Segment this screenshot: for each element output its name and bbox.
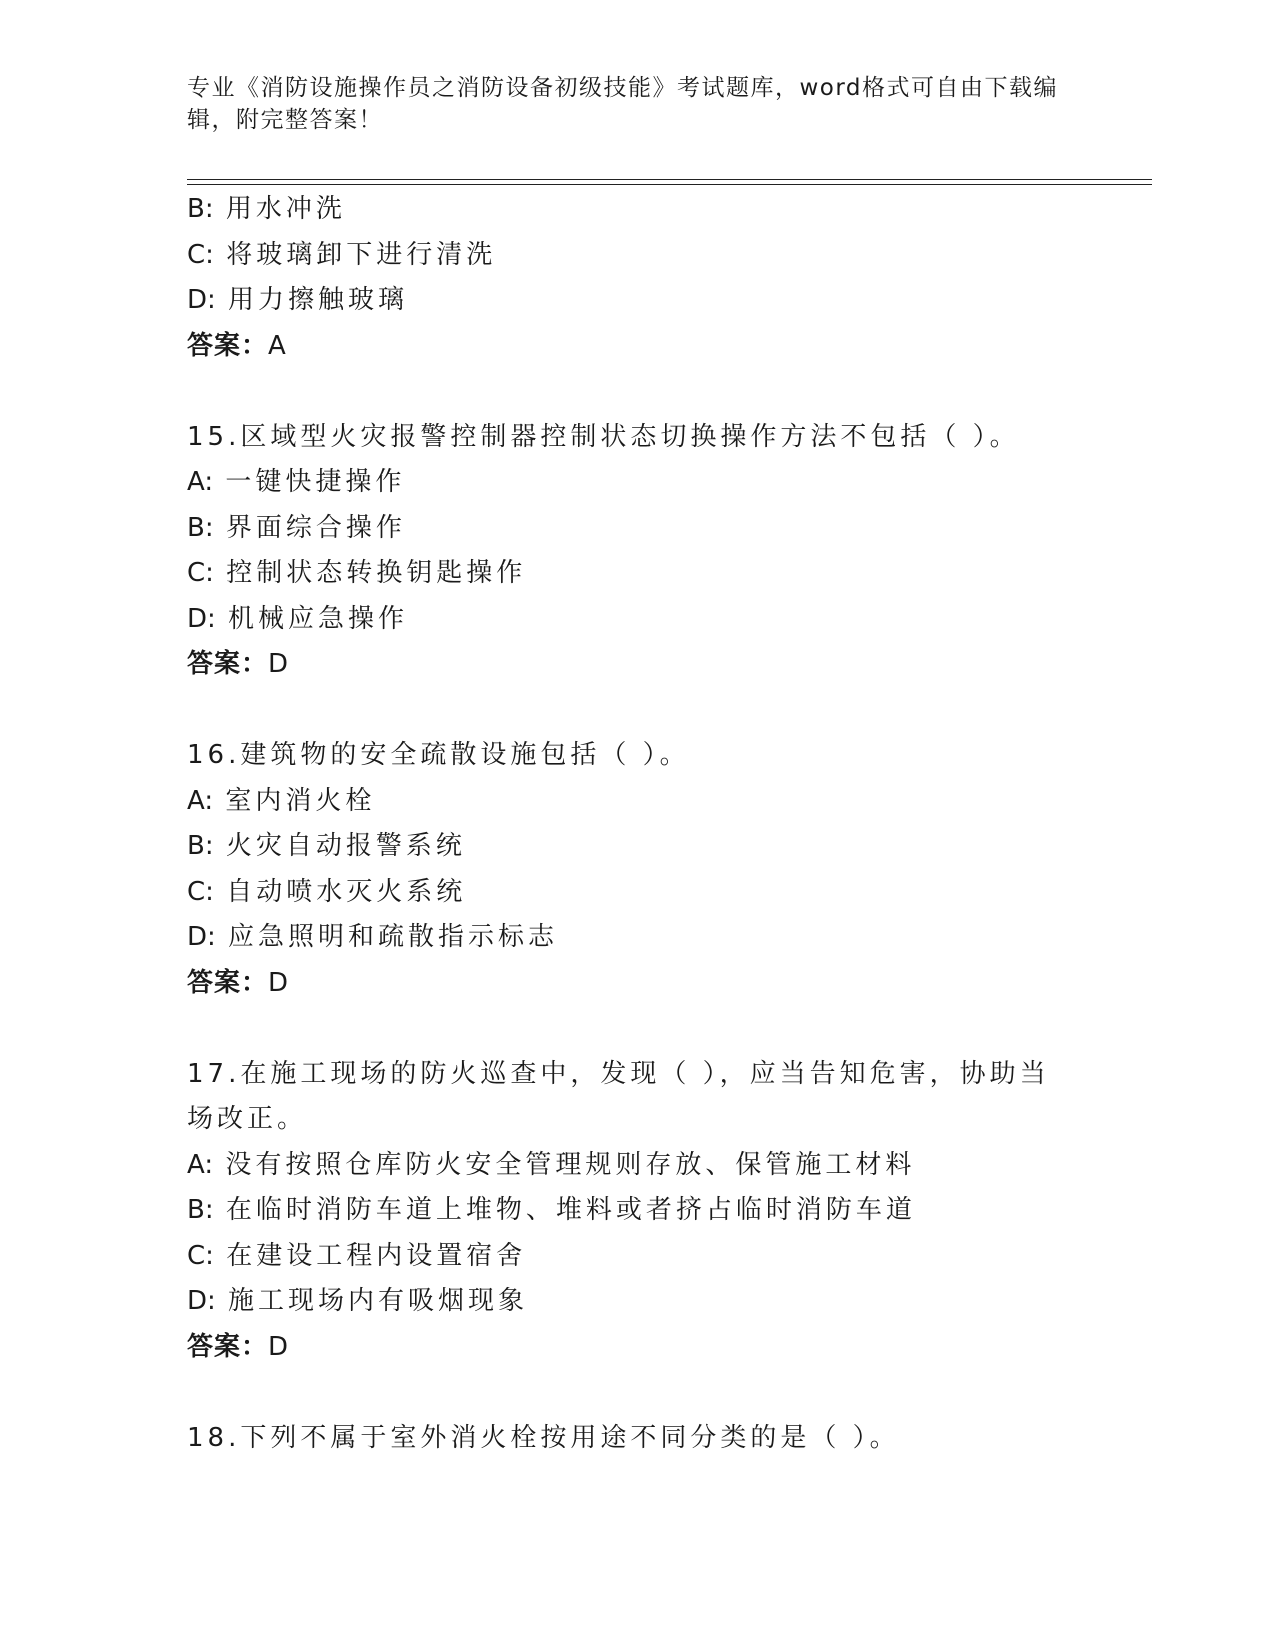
option-text: 自动喷水灭火系统 [226, 876, 467, 907]
answer-label: 答案： [187, 967, 269, 998]
option-text: 在临时消防车道上堆物、堆料或者挤占临时消防车道 [225, 1195, 916, 1225]
question-stem [187, 1416, 1087, 1462]
option-letter: B: [187, 512, 214, 543]
question-number: 18. [187, 1422, 241, 1453]
option-letter: D: [187, 285, 216, 315]
spacer [187, 1370, 1087, 1416]
answer-label: 答案： [187, 330, 269, 361]
question-number: 16. [187, 740, 241, 770]
question-stem [187, 733, 1087, 779]
question-17 [187, 1052, 1087, 1371]
question-16 [187, 733, 1087, 1006]
answer-label: 答案： [187, 1331, 269, 1362]
option-letter: B: [187, 831, 214, 861]
option-text: 应急照明和疏散指示标志 [228, 922, 559, 952]
question-stem [187, 415, 1087, 461]
question-stem [187, 1052, 1067, 1143]
answer-line [187, 961, 1087, 1007]
question-number: 15. [187, 421, 241, 452]
option-line [187, 1143, 1087, 1189]
header-divider [187, 179, 1152, 180]
option-line [187, 779, 1087, 825]
question-text: 在施工现场的防火巡查中，发现（ ），应当告知危害，协助当场改正。 [187, 1058, 1050, 1134]
header-text: 专业《消防设施操作员之消防设备初级技能》考试题库，word格式可自由下载编辑，附完整答案！ [187, 75, 1059, 133]
option-letter: A: [187, 467, 214, 497]
option-text: 用水冲洗 [225, 194, 346, 224]
option-text: 界面综合操作 [225, 512, 406, 543]
question-18 [187, 1416, 1087, 1462]
answer-line [187, 1325, 1087, 1371]
option-text: 一键快捷操作 [225, 467, 406, 497]
option-letter: C: [187, 558, 214, 588]
option-text: 机械应急操作 [228, 603, 409, 634]
option-letter: D: [187, 922, 216, 952]
spacer [187, 688, 1087, 734]
option-text: 室内消火栓 [225, 785, 376, 816]
option-line [187, 597, 1087, 643]
option-line [187, 278, 1087, 324]
answer-value: D [268, 1331, 290, 1362]
answer-label: 答案： [187, 649, 269, 679]
option-text: 没有按照仓库防火安全管理规则存放、保管施工材料 [225, 1149, 916, 1180]
option-line [187, 506, 1087, 552]
question-number: 17. [187, 1058, 241, 1089]
option-text: 在建设工程内设置宿舍 [226, 1240, 527, 1271]
answer-value: A [268, 330, 287, 361]
option-letter: C: [187, 876, 214, 907]
question-15 [187, 415, 1087, 688]
option-line [187, 1279, 1087, 1325]
option-letter: A: [187, 1149, 214, 1180]
option-line [187, 870, 1087, 916]
option-line [187, 824, 1087, 870]
option-letter: D: [187, 1286, 216, 1316]
question-text: 下列不属于室外消火栓按用途不同分类的是（ ）。 [240, 1422, 900, 1453]
answer-value: D [268, 967, 290, 998]
answer-line [187, 324, 1087, 370]
option-text: 用力擦触玻璃 [228, 285, 409, 315]
option-letter: A: [187, 785, 214, 816]
option-letter: C: [187, 1240, 214, 1271]
option-letter: C: [187, 239, 214, 270]
question-list [187, 187, 1087, 1461]
option-text: 将玻璃卸下进行清洗 [226, 239, 497, 270]
option-line [187, 1234, 1087, 1280]
option-text: 施工现场内有吸烟现象 [228, 1286, 529, 1316]
question-text: 建筑物的安全疏散设施包括（ ）。 [240, 740, 690, 770]
header-divider [187, 184, 1152, 185]
question-text: 区域型火灾报警控制器控制状态切换操作方法不包括（ ）。 [240, 421, 1020, 452]
option-line [187, 187, 1087, 233]
answer-line [187, 642, 1087, 688]
option-line [187, 915, 1087, 961]
option-line [187, 233, 1087, 279]
option-line [187, 551, 1087, 597]
document-header [187, 72, 1067, 136]
option-letter: B: [187, 194, 214, 224]
option-letter: B: [187, 1195, 214, 1225]
question-partial [187, 187, 1087, 369]
option-text: 控制状态转换钥匙操作 [226, 558, 527, 588]
option-letter: D: [187, 603, 216, 634]
option-text: 火灾自动报警系统 [225, 831, 466, 861]
answer-value: D [268, 649, 290, 679]
spacer [187, 1006, 1087, 1052]
option-line [187, 460, 1087, 506]
spacer [187, 369, 1087, 415]
option-line [187, 1188, 1087, 1234]
